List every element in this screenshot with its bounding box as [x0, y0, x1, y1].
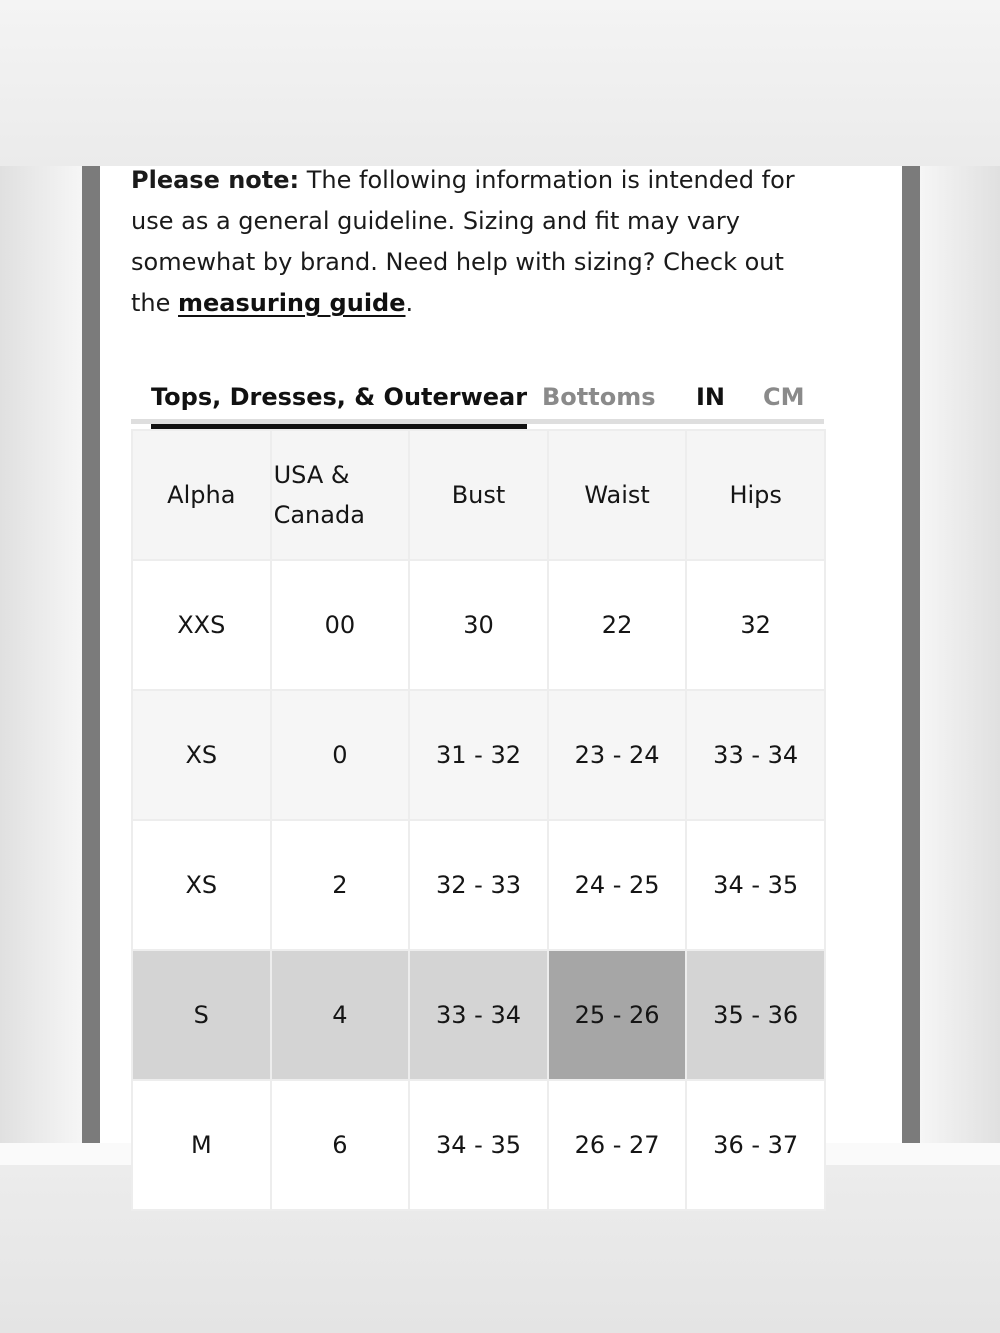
header-hips: Hips	[686, 430, 825, 560]
sizing-note	[131, 160, 821, 324]
cell-usa: 00	[271, 560, 410, 690]
note-suffix: .	[405, 289, 414, 317]
table-row-selected[interactable]	[132, 950, 825, 1080]
cell-alpha: M	[132, 1080, 271, 1210]
header-bust: Bust	[409, 430, 548, 560]
table-header-row	[132, 430, 825, 560]
background-left	[0, 166, 82, 1143]
cell-bust: 31 - 32	[409, 690, 548, 820]
size-tabs	[131, 374, 824, 424]
cell-alpha: XS	[132, 820, 271, 950]
cell-waist: 22	[548, 560, 687, 690]
table-row[interactable]	[132, 820, 825, 950]
cell-hips: 34 - 35	[686, 820, 825, 950]
cell-hips: 32	[686, 560, 825, 690]
table-row[interactable]	[132, 1080, 825, 1210]
cell-alpha: S	[132, 950, 271, 1080]
tab-tops-dresses-outerwear[interactable]: Tops, Dresses, & Outerwear	[151, 374, 527, 424]
cell-alpha: XXS	[132, 560, 271, 690]
measuring-guide-link[interactable]: measuring guide	[178, 289, 406, 317]
background-top	[0, 0, 1000, 166]
cell-hips: 33 - 34	[686, 690, 825, 820]
note-prefix: Please note:	[131, 166, 300, 194]
background-right	[920, 166, 1000, 1143]
note-body: The following information is intended for use as a general guideline. Sizing and fit may vary somewhat by brand. Need help with sizing? Check out the	[131, 166, 795, 317]
cell-waist: 23 - 24	[548, 690, 687, 820]
cell-usa: 0	[271, 690, 410, 820]
table-row[interactable]	[132, 560, 825, 690]
unit-toggle-cm[interactable]: CM	[763, 383, 805, 411]
cell-hips: 35 - 36	[686, 950, 825, 1080]
cell-usa: 2	[271, 820, 410, 950]
unit-toggle-in[interactable]: IN	[696, 383, 726, 411]
size-chart-table	[131, 429, 826, 1211]
cell-bust: 34 - 35	[409, 1080, 548, 1210]
header-usa-canada: USA & Canada	[271, 430, 410, 560]
cell-waist: 24 - 25	[548, 820, 687, 950]
cell-bust: 32 - 33	[409, 820, 548, 950]
cell-hips: 36 - 37	[686, 1080, 825, 1210]
header-alpha: Alpha	[132, 430, 271, 560]
cell-bust: 33 - 34	[409, 950, 548, 1080]
cell-bust: 30	[409, 560, 548, 690]
cell-usa: 4	[271, 950, 410, 1080]
table-row[interactable]	[132, 690, 825, 820]
size-guide-screen	[100, 166, 902, 1159]
cell-waist-highlighted: 25 - 26	[548, 950, 687, 1080]
header-waist: Waist	[548, 430, 687, 560]
cell-alpha: XS	[132, 690, 271, 820]
cell-usa: 6	[271, 1080, 410, 1210]
tab-bottoms[interactable]: Bottoms	[542, 383, 656, 411]
cell-waist: 26 - 27	[548, 1080, 687, 1210]
